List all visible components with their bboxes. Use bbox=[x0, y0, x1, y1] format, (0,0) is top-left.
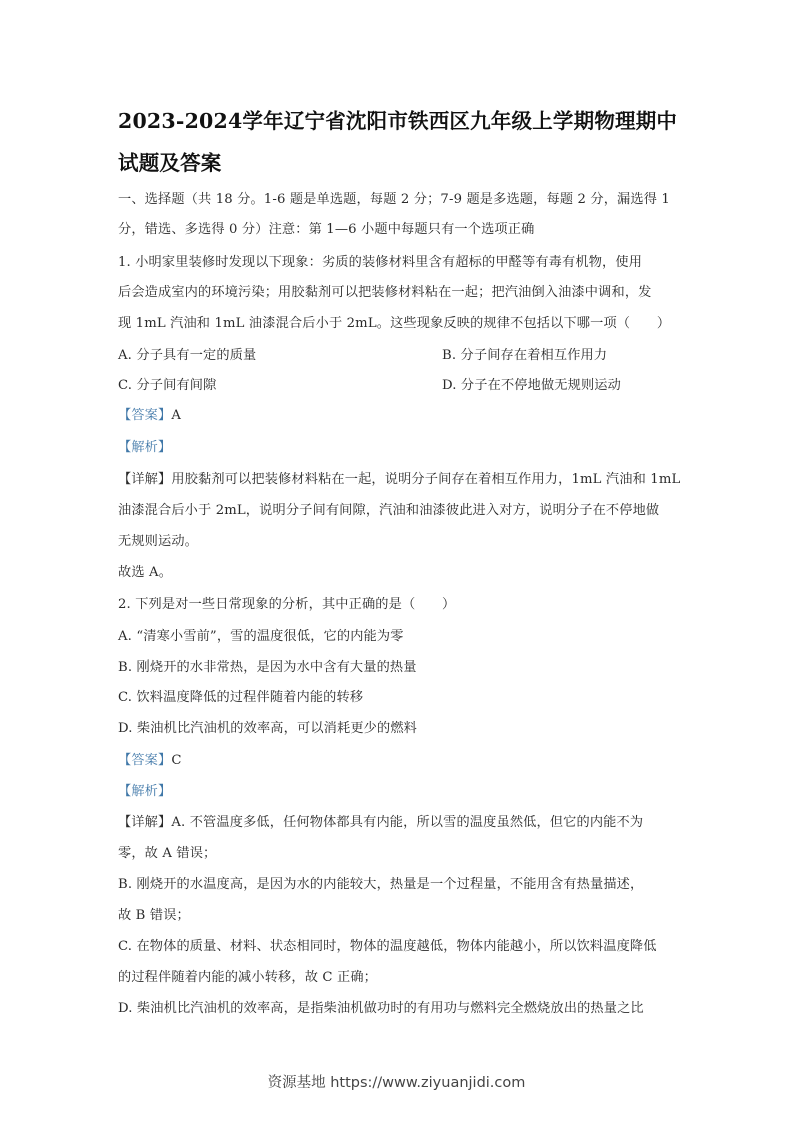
q1-stem-line3: 现 1mL 汽油和 1mL 油漆混合后小于 2mL。这些现象反映的规律不包括以下哪一项（ ） bbox=[118, 316, 671, 331]
q1-stem-line1: 1. 小明家里装修时发现以下现象：劣质的装修材料里含有超标的甲醛等有毒有机物，使用 bbox=[118, 255, 643, 270]
q2-option-c: C. 饮料温度降低的过程伴随着内能的转移 bbox=[118, 690, 364, 705]
q1-analysis-tag: 【解析】 bbox=[118, 440, 172, 455]
q1-detail-line3: 无规则运动。 bbox=[118, 534, 199, 549]
q2-stem: 2. 下列是对一些日常现象的分析，其中正确的是（ ） bbox=[118, 597, 456, 612]
q1-option-b: B. 分子间存在着相互作用力 bbox=[442, 348, 608, 363]
q2-analysis-tag: 【解析】 bbox=[118, 784, 172, 799]
document-title-line2: 试题及答案 bbox=[118, 151, 222, 175]
q1-detail-line2: 油漆混合后小于 2mL，说明分子间有间隙，汽油和油漆彼此进入对方，说明分子在不停地做 bbox=[118, 503, 660, 518]
detail-text: A. 不管温度多低，任何物体都具有内能，所以雪的温度虽然低，但它的内能不为 bbox=[171, 815, 644, 830]
q2-detail-line3: B. 刚烧开的水温度高，是因为水的内能较大，热量是一个过程量，不能用含有热量描述， bbox=[118, 877, 644, 892]
answer-tag: 【答案】 bbox=[118, 753, 172, 768]
q2-detail-line7: D. 柴油机比汽油机的效率高，是指柴油机做功时的有用功与燃料完全燃烧放出的热量之比 bbox=[118, 1001, 644, 1016]
answer-value: A bbox=[171, 408, 182, 423]
q1-conclusion: 故选 A。 bbox=[118, 565, 173, 580]
q2-detail-line6: 的过程伴随着内能的减小转移，故 C 正确； bbox=[118, 970, 377, 985]
footer-watermark: 资源基地 https://www.ziyuanjidi.com bbox=[267, 1075, 526, 1091]
detail-tag: 【详解】 bbox=[118, 815, 172, 830]
answer-value: C bbox=[171, 753, 182, 768]
q1-option-d: D. 分子在不停地做无规则运动 bbox=[442, 378, 621, 393]
answer-tag: 【答案】 bbox=[118, 408, 172, 423]
document-title-line1: 2023-2024学年辽宁省沈阳市铁西区九年级上学期物理期中 bbox=[118, 109, 678, 133]
q2-detail-line5: C. 在物体的质量、材料、状态相同时，物体的温度越低，物体内能越小，所以饮料温度降低 bbox=[118, 939, 657, 954]
q2-detail-line1 bbox=[118, 811, 643, 830]
q2-detail-line2: 零，故 A 错误； bbox=[118, 846, 217, 861]
q1-detail-line1 bbox=[118, 468, 680, 487]
q2-option-a: A. “清寒小雪前”，雪的温度很低，它的内能为零 bbox=[118, 629, 404, 644]
q1-option-c: C. 分子间有间隙 bbox=[118, 378, 217, 393]
section-header-line1: 一、选择题（共 18 分。1-6 题是单选题，每题 2 分；7-9 题是多选题，每题 2 分，漏选得 1 bbox=[118, 192, 670, 207]
q2-detail-line4: 故 B 错误； bbox=[118, 908, 190, 923]
detail-text: 用胶黏剂可以把装修材料粘在一起，说明分子间存在着相互作用力，1mL 汽油和 1mL bbox=[171, 472, 681, 487]
q2-answer bbox=[118, 749, 182, 768]
q2-option-d: D. 柴油机比汽油机的效率高，可以消耗更少的燃料 bbox=[118, 721, 418, 736]
q1-stem-line2: 后会造成室内的环境污染；用胶黏剂可以把装修材料粘在一起；把汽油倒入油漆中调和，发 bbox=[118, 285, 652, 300]
section-header-line2: 分，错选、多选得 0 分）注意：第 1—6 小题中每题只有一个选项正确 bbox=[118, 222, 535, 237]
q2-option-b: B. 刚烧开的水非常热，是因为水中含有大量的热量 bbox=[118, 660, 417, 675]
q1-option-a: A. 分子具有一定的质量 bbox=[118, 348, 257, 363]
detail-tag: 【详解】 bbox=[118, 472, 172, 487]
q1-answer bbox=[118, 404, 181, 423]
